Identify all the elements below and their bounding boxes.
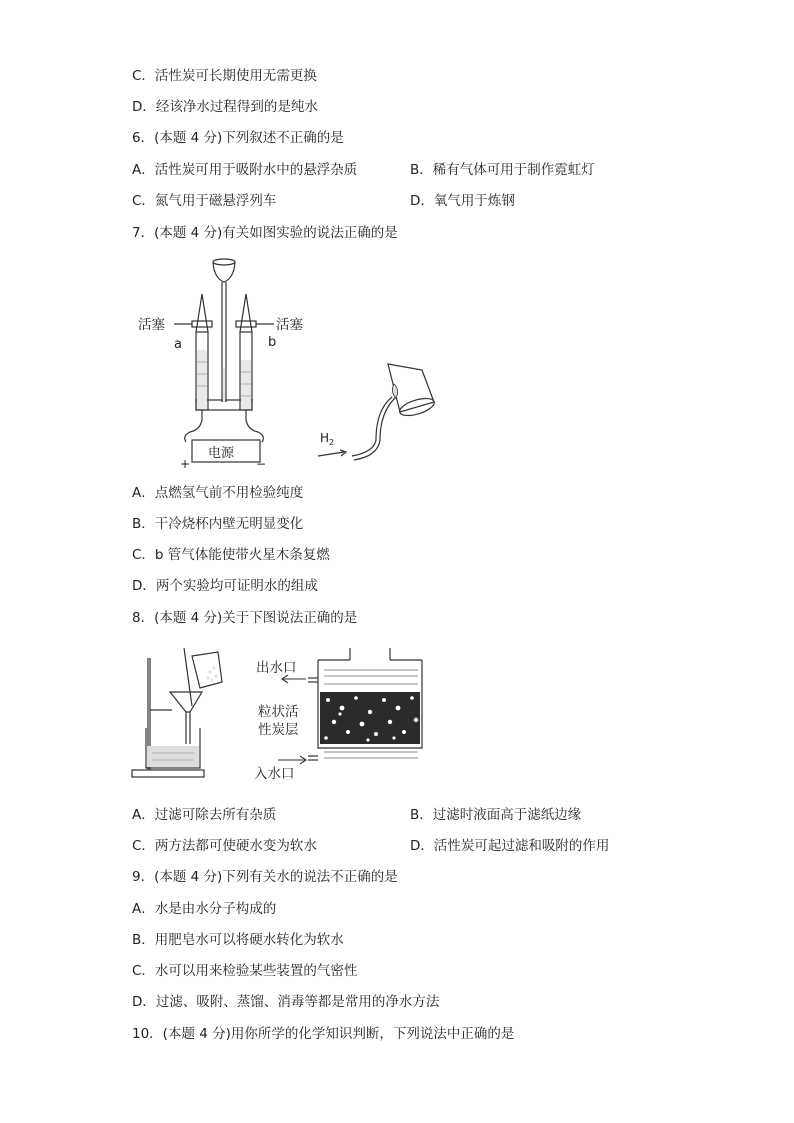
q6-option-d: D．氧气用于炼钢 [410, 193, 515, 209]
stopcock-label-right: 活塞 [276, 317, 303, 333]
minus-sign: − [256, 457, 267, 471]
outlet-label: 出水口 [256, 660, 297, 676]
q6-option-c: C．氮气用于磁悬浮列车 [132, 193, 277, 209]
carbon-label-line2: 性炭层 [258, 722, 299, 738]
q7-option-b: B．干冷烧杯内壁无明显变化 [132, 516, 304, 532]
filtration-figure [128, 648, 428, 788]
carbon-layer [320, 692, 420, 744]
q9-option-b: B．用肥皂水可以将硬水转化为软水 [132, 932, 344, 948]
q9-stem: 9．(本题 4 分)下列有关水的说法不正确的是 [132, 869, 398, 885]
q8-option-b: B．过滤时液面高于滤纸边缘 [410, 807, 582, 823]
power-source-label: 电源 [208, 446, 235, 461]
q6-stem: 6．(本题 4 分)下列叙述不正确的是 [132, 130, 344, 146]
plus-sign: + [180, 457, 191, 471]
q5-option-c: C．活性炭可长期使用无需更换 [132, 68, 317, 84]
q7-option-a: A．点燃氢气前不用检验纯度 [132, 485, 304, 501]
q9-option-a: A．水是由水分子构成的 [132, 901, 277, 917]
q7-option-d: D．两个实验均可证明水的组成 [132, 578, 318, 594]
q8-stem: 8．(本题 4 分)关于下图说法正确的是 [132, 610, 358, 626]
tube-b-label: b [268, 335, 277, 350]
inlet-label: 入水口 [254, 766, 295, 782]
q6-option-a: A．活性炭可用于吸附水中的悬浮杂质 [132, 162, 358, 178]
q8-option-c: C．两方法都可使硬水变为软水 [132, 838, 317, 854]
carbon-label-line1: 粒状活 [258, 704, 299, 720]
electrolysis-figure [130, 252, 440, 474]
q7-option-c: C．b 管气体能使带火星木条复燃 [132, 547, 330, 563]
hydrogen-label: $H_2$ [320, 431, 335, 447]
q10-stem: 10．(本题 4 分)用你所学的化学知识判断，下列说法中正确的是 [132, 1026, 515, 1042]
stopcock-label-left: 活塞 [138, 317, 165, 333]
q5-option-d: D．经该净水过程得到的是纯水 [132, 99, 318, 115]
q8-option-d: D．活性炭可起过滤和吸附的作用 [410, 838, 610, 854]
q9-option-d: D．过滤、吸附、蒸馏、消毒等都是常用的净水方法 [132, 994, 440, 1010]
q6-option-b: B．稀有气体可用于制作霓虹灯 [410, 162, 595, 178]
flame-icon [392, 384, 397, 398]
q7-stem: 7．(本题 4 分)有关如图实验的说法正确的是 [132, 225, 398, 241]
tube-a-label: a [174, 337, 182, 352]
q9-option-c: C．水可以用来检验某些装置的气密性 [132, 963, 358, 979]
q8-option-a: A．过滤可除去所有杂质 [132, 807, 277, 823]
